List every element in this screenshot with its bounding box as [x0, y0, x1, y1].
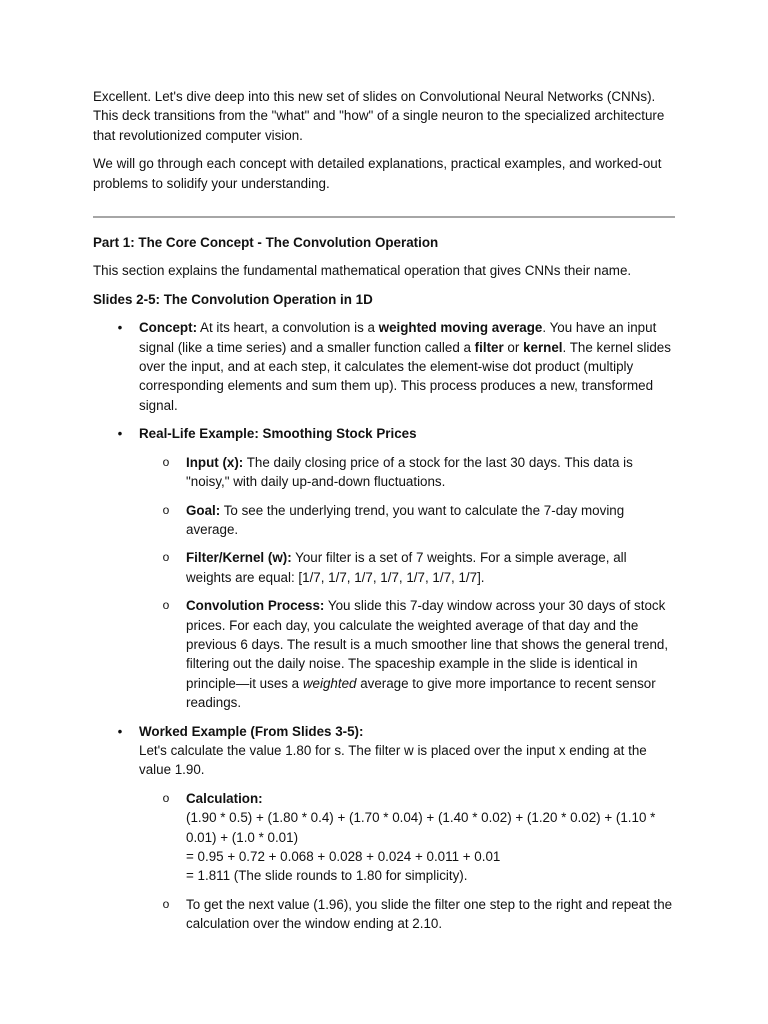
subsection-heading: Slides 2-5: The Convolution Operation in 1D — [93, 291, 373, 307]
horizontal-divider — [93, 216, 675, 218]
worked-example-heading: Worked Example (From Slides 3-5): — [139, 723, 364, 739]
sub-item-label: Convolution Process: — [186, 598, 325, 614]
section-heading: Part 1: The Core Concept - The Convolution Operation — [93, 235, 439, 251]
concept-term-filter: filter — [474, 339, 504, 355]
document-page — [93, 87, 675, 943]
example-heading: Real-Life Example: Smoothing Stock Prices — [139, 426, 417, 442]
circle-bullet-icon: o — [162, 550, 170, 565]
bullet-icon: • — [117, 723, 123, 739]
circle-bullet-icon: o — [162, 598, 170, 613]
bullet-icon: • — [117, 320, 123, 336]
calculation-line: (1.90 * 0.5) + (1.80 * 0.4) + (1.70 * 0.04) + (1.40 * 0.02) + (1.20 * 0.02) + (1.10 * 0.01) + (1.0 * 0.01) — [186, 810, 656, 845]
example-sub-list — [139, 453, 675, 713]
intro-section — [93, 87, 675, 193]
concept-label: Concept: — [139, 320, 198, 336]
concept-text: . You have an input signal (like a time series) and a smaller function called a — [139, 320, 657, 355]
concept-text: . The kernel slides over the input, and at each step, it calculates the element-wise dot product (multiply corresponding elements and sum them up). This process produces a new, transformed signal. — [139, 339, 671, 413]
main-bullet-list — [93, 318, 675, 933]
sub-item-label: Input (x): — [186, 454, 244, 470]
concept-term-weighted-moving-average: weighted moving average — [378, 320, 543, 336]
calculation-line: = 0.95 + 0.72 + 0.068 + 0.028 + 0.024 + 0.011 + 0.01 — [186, 849, 501, 864]
worked-example-text: Let's calculate the value 1.80 for s. The filter w is placed over the input x ending at the value 1.90. — [139, 742, 647, 778]
bullet-icon: • — [117, 426, 123, 442]
concept-text: At its heart, a convolution is a — [197, 320, 379, 336]
circle-bullet-icon: o — [162, 790, 170, 805]
sub-list-item — [139, 548, 675, 587]
sub-item-label: Goal: — [186, 502, 221, 518]
sub-list-item — [139, 501, 675, 540]
sub-item-text: Your filter is a set of 7 weights. For a simple average, all weights are equal: [1/7, 1/7, 1/7, 1/7, 1/7, 1/7, 1/7]. — [186, 550, 627, 585]
calculation-label: Calculation: — [186, 790, 263, 806]
sub-item-emphasis: weighted — [302, 675, 357, 691]
circle-bullet-icon: o — [162, 454, 170, 469]
sub-list-item — [139, 789, 675, 886]
sub-item-text: To get the next value (1.96), you slide the filter one step to the right and repeat the calculation over the window ending at 2.10. — [186, 896, 673, 932]
concept-text: or — [503, 339, 524, 355]
worked-example-sub-list — [139, 789, 675, 934]
sub-list-item — [139, 895, 675, 934]
intro-paragraph-1: Excellent. Let's dive deep into this new set of slides on Convolutional Neural Networks (CNNs). This deck transitions from the "what" and "how" of a single neuron to the specialized architecture that revolutionized computer vision. — [93, 89, 665, 143]
sub-list-item — [139, 596, 675, 712]
sub-item-text: You slide this 7-day window across your 30 days of stock prices. For each day, you calculate the weighted average of that day and the previous 6 days. The result is a much smoother line that shows the general trend, filtering out the daily noise. The spaceship example in the slide is identical in principle—it uses a — [186, 598, 669, 691]
list-item-real-life-example — [93, 424, 675, 712]
circle-bullet-icon: o — [162, 502, 170, 517]
list-item-worked-example — [93, 722, 675, 934]
circle-bullet-icon: o — [162, 896, 170, 911]
sub-item-text: The daily closing price of a stock for the last 30 days. This data is "noisy," with daily up-and-down fluctuations. — [186, 454, 633, 490]
concept-term-kernel: kernel — [523, 339, 563, 355]
calculation-line: = 1.811 (The slide rounds to 1.80 for simplicity). — [186, 868, 468, 884]
sub-list-item — [139, 453, 675, 492]
list-item-concept — [93, 318, 675, 415]
sub-item-text: average to give more importance to recent sensor readings. — [186, 675, 656, 711]
sub-item-label: Filter/Kernel (w): — [186, 550, 292, 566]
section-description: This section explains the fundamental mathematical operation that gives CNNs their name. — [93, 263, 632, 279]
intro-paragraph-2: We will go through each concept with detailed explanations, practical examples, and worked-out problems to solidify your understanding. — [93, 156, 662, 191]
sub-item-text: To see the underlying trend, you want to calculate the 7-day moving average. — [186, 502, 625, 537]
